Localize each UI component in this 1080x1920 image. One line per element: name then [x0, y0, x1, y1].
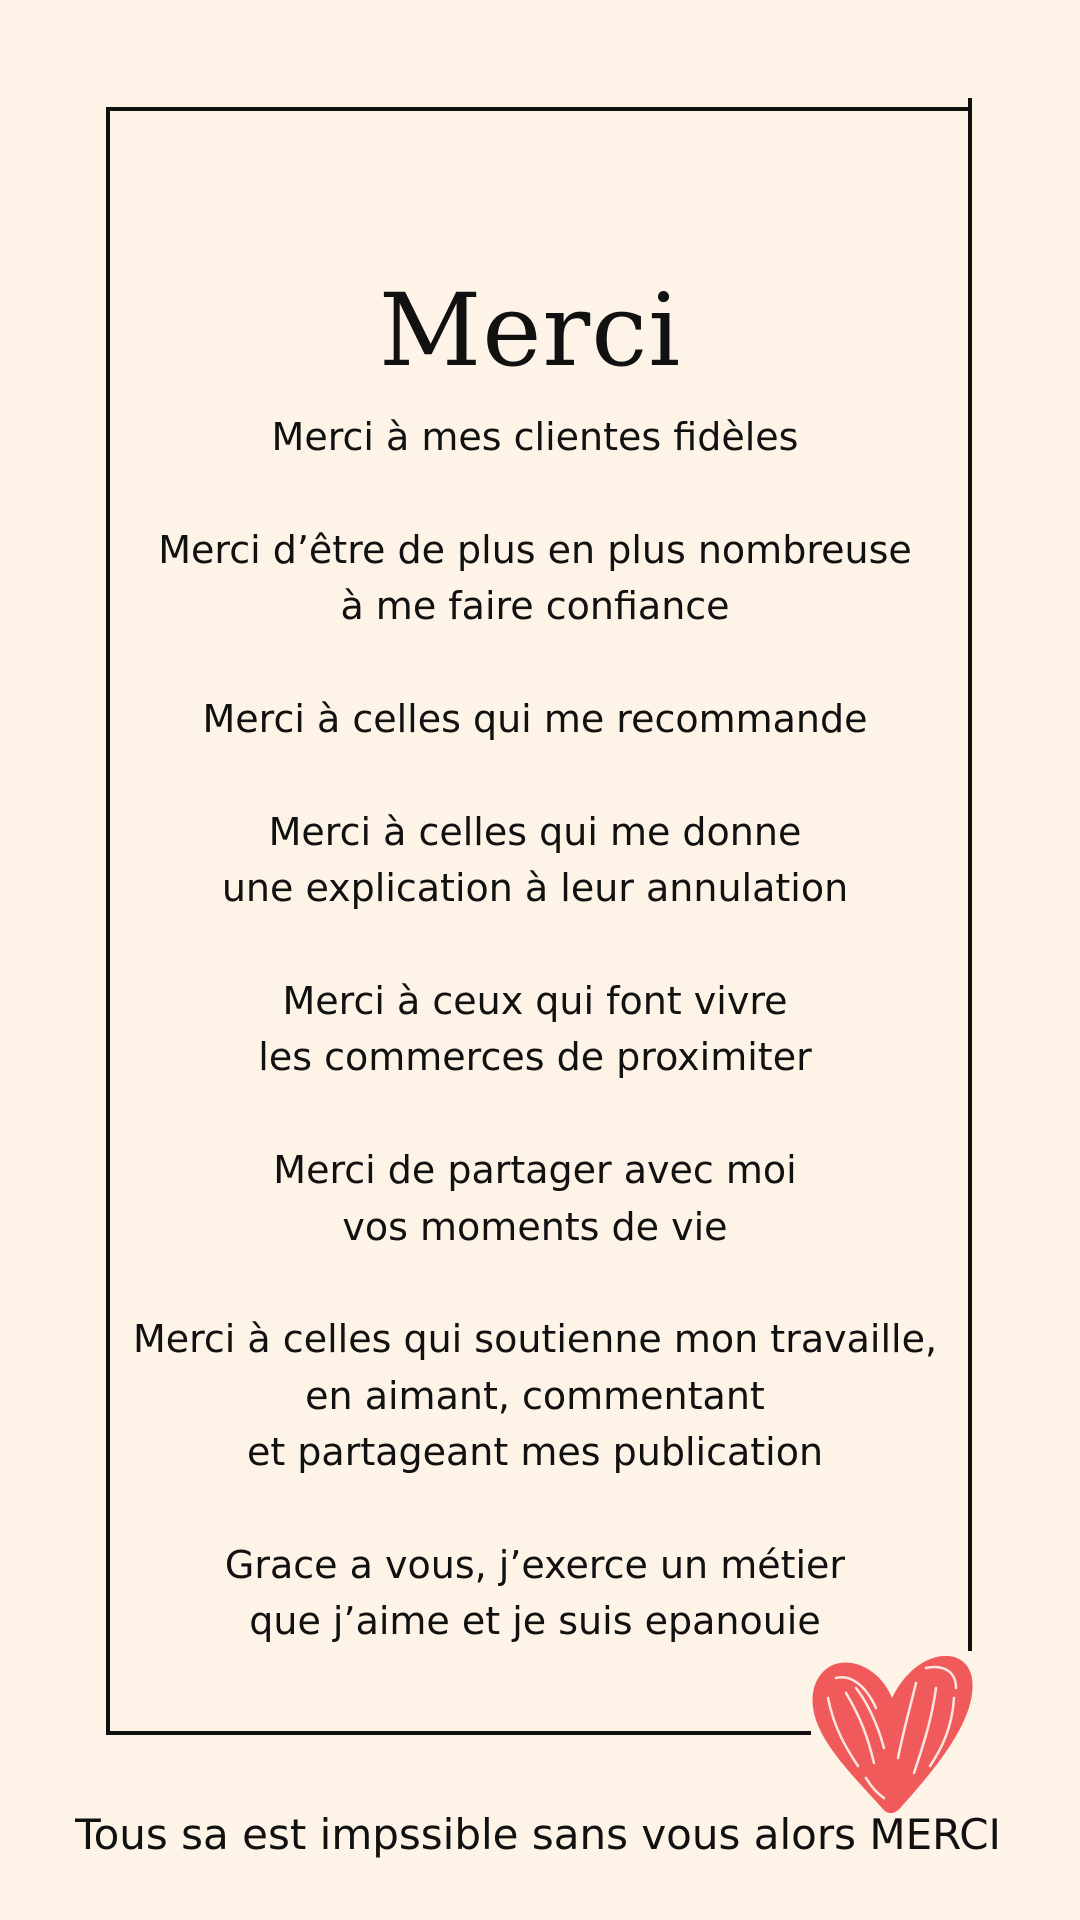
message-body	[108, 409, 962, 1706]
message-line: Merci à mes clientes fidèles	[271, 415, 799, 459]
message-line: que j’aime et je suis epanouie	[249, 1599, 821, 1644]
message-line: une explication à leur annulation	[221, 866, 849, 911]
message-paragraph	[108, 409, 962, 465]
heart-icon	[806, 1648, 978, 1816]
frame-top-border	[106, 107, 972, 111]
message-paragraph	[108, 804, 962, 917]
message-paragraph	[108, 691, 962, 747]
message-paragraph	[108, 1537, 962, 1650]
message-paragraph	[108, 522, 962, 635]
message-line: et partageant mes publication	[246, 1430, 824, 1475]
message-line: vos moments de vie	[342, 1204, 728, 1249]
message-line: les commerces de proximiter	[258, 1035, 812, 1080]
message-line: à me faire confiance	[340, 584, 730, 629]
message-paragraph	[108, 1142, 962, 1255]
frame-bottom-border	[106, 1731, 811, 1735]
message-line: Merci d’être de plus en plus nombreuse	[158, 527, 912, 572]
message-line: Merci à ceux qui font vivre	[282, 979, 788, 1023]
message-line: en aimant, commentant	[305, 1373, 765, 1418]
message-paragraph	[108, 973, 962, 1086]
message-line: Merci à celles qui me recommande	[202, 697, 868, 741]
message-line: Merci à celles qui soutienne mon travaille,	[132, 1317, 938, 1362]
message-line: Merci à celles qui me donne	[268, 809, 802, 854]
page-title: Merci	[378, 272, 682, 389]
message-paragraph	[108, 1311, 962, 1480]
message-line: Grace a vous, j’exerce un métier	[224, 1543, 846, 1588]
message-line: Merci de partager avec moi	[273, 1148, 797, 1193]
footer-message: Tous sa est impssible sans vous alors MERCI	[75, 1810, 1001, 1859]
